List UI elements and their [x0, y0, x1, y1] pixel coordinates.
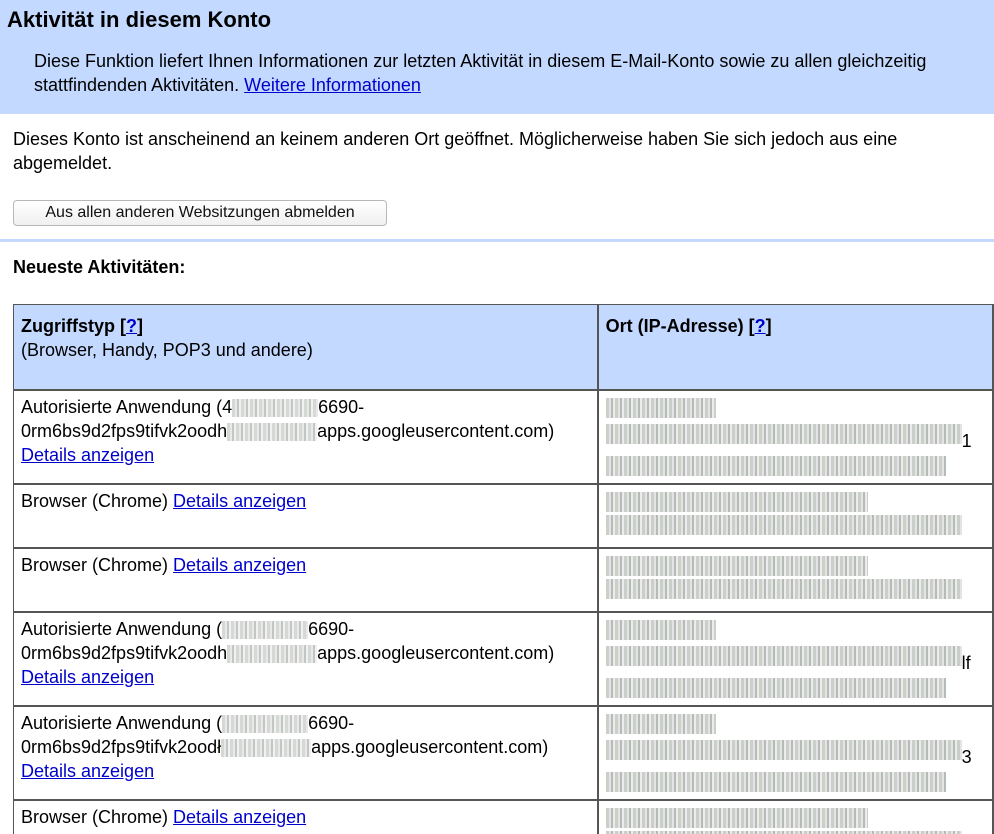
access-type-cell — [14, 485, 597, 547]
details-link[interactable]: Details anzeigen — [21, 667, 155, 687]
table-row — [14, 707, 992, 799]
ip-tail: 3 — [961, 747, 972, 767]
app-id-end: 6690- — [308, 713, 355, 733]
access-type-cell — [14, 549, 597, 611]
app-id-end: 6690- — [308, 619, 355, 639]
redacted-client-id-2 — [227, 423, 317, 441]
redacted-client-id — [222, 715, 308, 733]
redacted-client-id-2 — [227, 645, 317, 663]
location-title: Ort (IP-Adresse) — [605, 316, 744, 336]
access-type-subtitle: (Browser, Handy, POP3 und andere) — [21, 340, 313, 360]
table-row — [14, 391, 992, 483]
redacted-ip-line-1 — [606, 808, 868, 828]
redacted-ip-line-2 — [606, 424, 962, 444]
app-label-start: Autorisierte Anwendung ( — [21, 713, 223, 733]
more-info-link[interactable]: Weitere Informationen — [244, 75, 421, 95]
app-label-start: Autorisierte Anwendung (4 — [21, 397, 233, 417]
redacted-ip-line-1 — [606, 492, 868, 512]
details-link[interactable]: Details anzeigen — [173, 555, 307, 575]
redacted-ip-line-2 — [606, 515, 962, 535]
ip-tail: lf — [961, 653, 971, 673]
browser-label: Browser (Chrome) — [21, 491, 169, 511]
details-link[interactable]: Details anzeigen — [21, 445, 155, 465]
redacted-ip-line-3 — [606, 678, 946, 698]
details-link[interactable]: Details anzeigen — [173, 491, 307, 511]
app-id-line2: 0rm6bs9d2fps9tifvk2oodh — [21, 643, 228, 663]
app-domain: apps.googleusercontent.com) — [317, 421, 555, 441]
redacted-ip-line-2 — [606, 646, 962, 666]
ip-address-cell — [599, 549, 992, 611]
location-help-link[interactable]: ? — [754, 316, 766, 336]
browser-label: Browser (Chrome) — [21, 807, 169, 827]
activity-table-wrapper — [13, 304, 994, 834]
access-type-cell — [14, 707, 597, 799]
activity-table — [13, 304, 994, 834]
access-type-cell — [14, 801, 597, 834]
app-domain: apps.googleusercontent.com) — [317, 643, 555, 663]
table-row — [14, 801, 992, 834]
app-id-end: 6690- — [318, 397, 365, 417]
page-title: Aktivität in diesem Konto — [7, 7, 272, 32]
ip-address-cell — [599, 801, 992, 834]
details-link[interactable]: Details anzeigen — [21, 761, 155, 781]
info-header — [0, 0, 994, 114]
column-header-access-type: Zugriffstyp [?] (Browser, Handy, POP3 und andere) — [14, 305, 597, 389]
ip-address-cell — [599, 485, 992, 547]
notice-line-1: Dieses Konto ist anscheinend an keinem anderen Ort geöffnet. Möglicherweise haben Sie sich jedoch aus eine — [13, 129, 898, 149]
ip-tail: 1 — [961, 431, 972, 451]
access-type-title: Zugriffstyp — [21, 316, 115, 336]
redacted-ip-line-3 — [606, 456, 946, 476]
app-domain: apps.googleusercontent.com) — [311, 737, 549, 757]
access-type-cell — [14, 613, 597, 705]
redacted-ip-line-1 — [606, 398, 716, 418]
redacted-client-id — [232, 399, 318, 417]
notice-line-2: abgemeldet. — [13, 153, 113, 173]
app-label-start: Autorisierte Anwendung ( — [21, 619, 223, 639]
redacted-ip-line-1 — [606, 714, 716, 734]
description-text: Diese Funktion liefert Ihnen Informationen zur letzten Aktivität in diesem E-Mail-Konto sowie zu allen gleichzeitig stattfindenden Aktivitäten. — [34, 51, 927, 95]
app-id-line2: 0rm6bs9d2fps9tifvk2oodł — [21, 737, 222, 757]
header-description — [34, 49, 984, 97]
redacted-ip-line-2 — [606, 579, 962, 599]
redacted-client-id — [222, 621, 308, 639]
table-row — [14, 549, 992, 611]
details-link[interactable]: Details anzeigen — [173, 807, 307, 827]
recent-activity-title: Neueste Aktivitäten: — [13, 257, 186, 277]
signout-all-sessions-button[interactable]: Aus allen anderen Websitzungen abmelden — [13, 200, 387, 226]
table-row — [14, 485, 992, 547]
access-type-cell — [14, 391, 597, 483]
table-header-row — [14, 305, 992, 389]
redacted-ip-line-3 — [606, 772, 946, 792]
session-notice — [13, 127, 994, 175]
ip-address-cell — [599, 391, 992, 483]
redacted-ip-line-1 — [606, 620, 716, 640]
redacted-ip-line-2 — [606, 740, 962, 760]
access-type-help-link[interactable]: ? — [126, 316, 137, 336]
browser-label: Browser (Chrome) — [21, 555, 169, 575]
redacted-client-id-2 — [221, 739, 311, 757]
redacted-ip-line-1 — [606, 556, 868, 576]
app-id-line2: 0rm6bs9d2fps9tifvk2oodh — [21, 421, 228, 441]
table-row — [14, 613, 992, 705]
column-header-location: Ort (IP-Adresse) [?] — [599, 305, 992, 389]
section-divider — [0, 239, 994, 242]
ip-address-cell — [599, 613, 992, 705]
ip-address-cell — [599, 707, 992, 799]
